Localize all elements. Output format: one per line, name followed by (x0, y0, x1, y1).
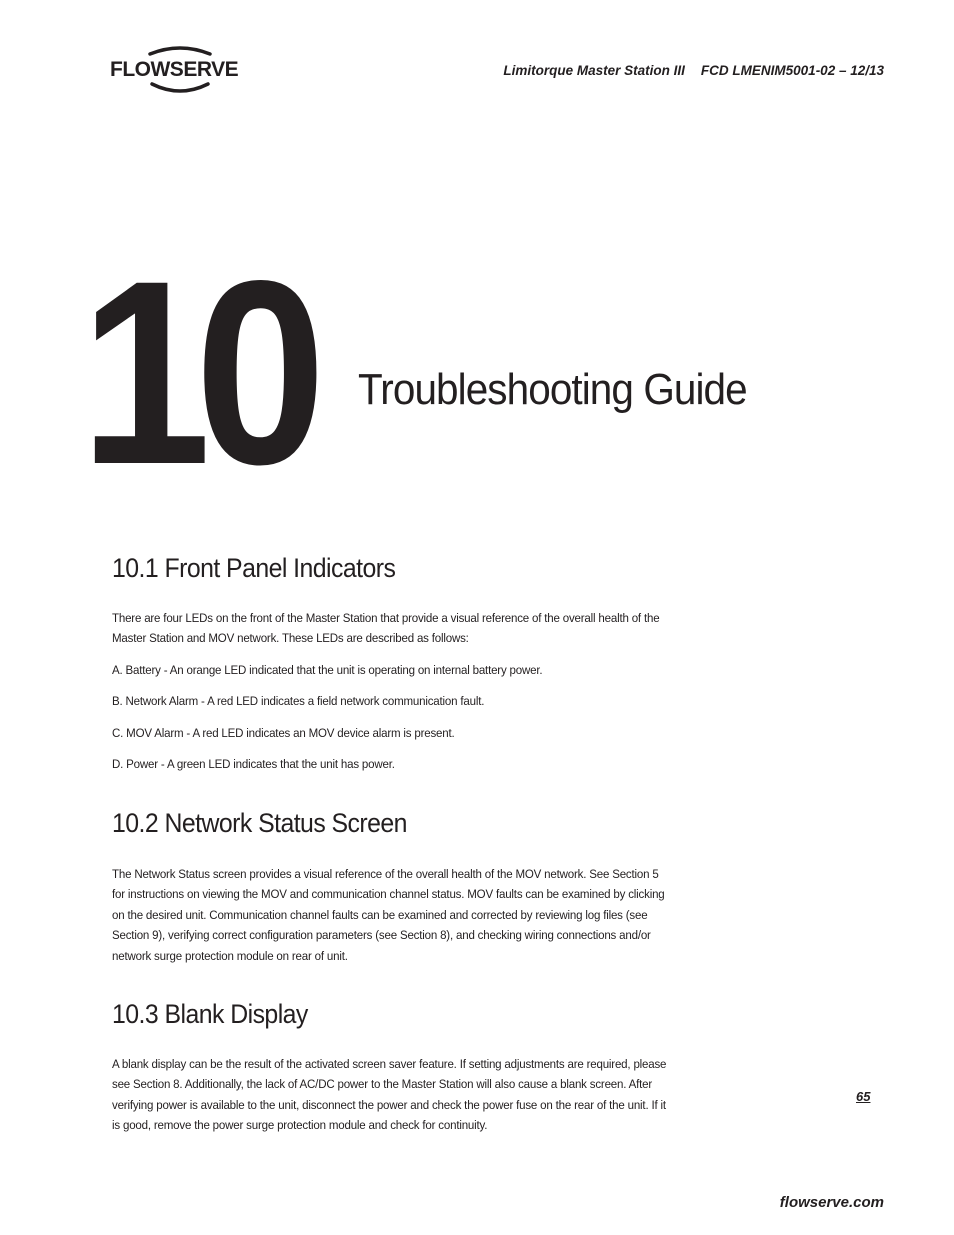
chapter-title: Troubleshooting Guide (358, 365, 747, 414)
document-header (503, 63, 884, 78)
paragraph: There are four LEDs on the front of the Master Station that provide a visual reference of the overall health of the Master Station and MOV network. These LEDs are described as follows: (112, 611, 660, 646)
paragraph: A blank display can be the result of the activated screen saver feature. If setting adjustments are required, please see Section 8. Additionally, the lack of AC/DC power to the Master Station will also cause a blank screen. After verifying power is available to the unit, disconnect the power and check the power fuse on the rear of the unit. If it is good, remove the power surge protection module and check for continuity. (112, 1057, 667, 1133)
footer-website-link[interactable]: flowserve.com (779, 1194, 884, 1211)
section-body (112, 691, 672, 711)
document-code: FCD LMENIM5001-02 – 12/13 (700, 63, 884, 78)
section-body (112, 723, 672, 743)
section-heading: 10.3 Blank Display (112, 999, 308, 1029)
section-body (112, 754, 672, 774)
page-number: 65 (856, 1089, 871, 1104)
section-front-panel-indicators (112, 553, 672, 584)
section-body (112, 660, 672, 680)
list-item: A. Battery - An orange LED indicated that the unit is operating on internal battery power. (112, 663, 543, 677)
logo-text: FLOWSERVE (110, 58, 239, 81)
product-name: Limitorque Master Station III (503, 63, 685, 78)
section-network-status-screen (112, 808, 672, 839)
chapter-number: 10 (80, 226, 310, 519)
section-body (112, 1054, 672, 1136)
section-body (112, 608, 672, 649)
flowserve-logo (110, 44, 250, 96)
section-heading: 10.2 Network Status Screen (112, 808, 407, 838)
section-heading: 10.1 Front Panel Indicators (112, 553, 396, 583)
list-item: D. Power - A green LED indicates that the unit has power. (112, 757, 395, 771)
list-item: B. Network Alarm - A red LED indicates a field network communication fault. (112, 694, 485, 708)
section-body (112, 864, 672, 966)
section-blank-display (112, 999, 672, 1030)
paragraph: The Network Status screen provides a visual reference of the overall health of the MOV network. See Section 5 for instructions on viewing the MOV and communication channel status. MOV faults can be examined by clicking on the desired unit. Communication channel faults can be examined and corrected by reviewing log files (see Section 9), verifying correct configuration parameters (see Section 8), and checking wiring connections and/or network surge protection module on rear of unit. (112, 867, 665, 963)
list-item: C. MOV Alarm - A red LED indicates an MOV device alarm is present. (112, 726, 455, 740)
